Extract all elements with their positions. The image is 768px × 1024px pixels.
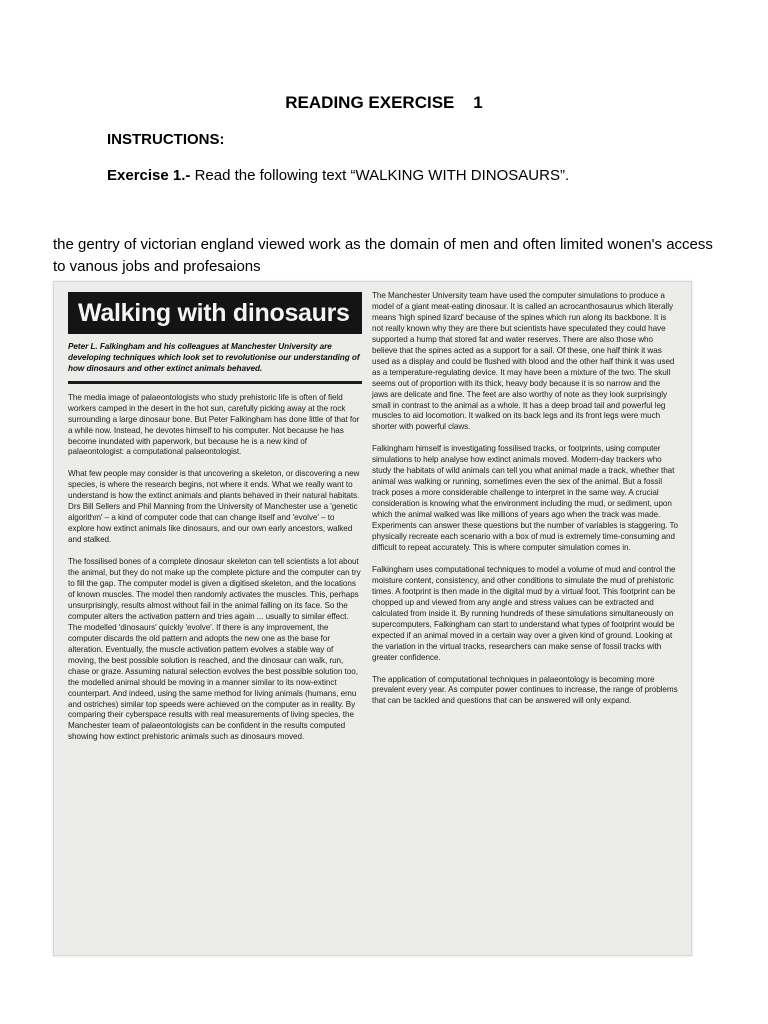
article-lead: Peter L. Falkingham and his colleagues at Manchester University are developing techniques which look set to revolutionise our understanding of how dinosaurs and other extinct animals behaved. xyxy=(68,342,360,373)
exercise-text: Read the following text “WALKING WITH DINOSAURS”. xyxy=(190,167,570,184)
article-title: Walking with dinosaurs xyxy=(68,292,362,334)
instructions-heading: INSTRUCTIONS: xyxy=(107,131,225,148)
article-paragraph: Falkingham himself is investigating fossilised tracks, or footprints, using computer simulations to help analyse how extinct animals moved. Modern-day trackers who study the habitats of wild animals can tell you what animal made a track, whether that animal was walking or running, sometimes even the sex of the animal. But a fossil track poses a more considerable challenge to interpret in the same way. A crucial consideration is knowing what the environment including the mud, or sediment, upon which the animal walked was like millions of years ago when the track was made. Experiments can answer these questions but the number of variables is staggering. To physically recreate each scenario with a box of mud is extremely time-consuming and difficult to repeat accurately. This is where computer simulation comes in. xyxy=(372,444,678,552)
exercise-label: Exercise 1.- xyxy=(107,167,191,184)
exercise-line xyxy=(107,167,569,184)
article-paragraph: What few people may consider is that uncovering a skeleton, or discovering a new species, is where the research begins, not where it ends. What we really want to understand is how the extinct animals and plants behaved in their natural habitats. Drs Bill Sellers and Phil Manning from the University of Manchester use a 'genetic algorithm' – a kind of computer code that can change itself and 'evolve' – to explore how extinct animals like dinosaurs, and our own early ancestors, walked and stalked. xyxy=(68,469,360,545)
article-paragraph: Falkingham uses computational techniques to model a volume of mud and control the moisture content, consistency, and other conditions to simulate the mud of prehistoric times. A footprint is then made in the digital mud by a virtual foot. This footprint can be chopped up and viewed from any angle and stress values can be extracted and calculated from inside it. By running hundreds of these simulations simultaneously on supercomputers, Falkingham can start to understand what types of footprint would be expected if an animal moved in a certain way over a given kind of ground. Looking at the variation in the virtual tracks, researchers can make sense of fossil tracks with greater confidence. xyxy=(372,564,676,662)
article-paragraph: The fossilised bones of a complete dinosaur skeleton can tell scientists a lot about the animal, but they do not make up the complete picture and the computer can try to fill the gap. The computer model is given a digitised skeleton, and the locations of known muscles. The model then randomly activates the muscles. This, perhaps unsurprisingly, results almost without fail in the animal falling on its face. So the computer alters the activation pattern and tries again ... usually to similar effect. The modelled 'dinosaurs' quickly 'evolve'. If there is any improvement, the computer discards the old pattern and adopts the new one as the base for alteration. Eventually, the muscle activation pattern evolves a stable way of moving, the best possible solution is reached, and the dinosaur can walk, run, chase or graze. Assuming natural selection evolves the best possible solution too, the modelled animal should be moving in a manner similar to its now-extinct counterpart. And indeed, using the same method for living animals (humans, emu and ostriches) similar top speeds were achieved on the computer as in reality. By comparing their cyberspace results with real measurements of living species, the Manchester team of palaeontologists can be confident in the results computed showing how extinct prehistoric animals such as dinosaurs moved. xyxy=(68,557,361,742)
article-paragraph: The Manchester University team have used the computer simulations to produce a model of a giant meat-eating dinosaur. It is called an acrocanthosaurus which literally means 'high spined lizard' because of the spines which run along its backbone. It is not really known why they are there but scientists have speculated they could have supported a hump that stored fat and water reserves. There are also those who believe that the spines acted as a support for a sail. Of these, one half think it was used as a display and could be flushed with blood and the other half think it was used as a temperature-regulating device. It may have been a mixture of the two. The skull seems out of proportion with its thick, heavy body because it is so narrow and the jaws are delicate and fine. The feet are also worthy of note as they look surprisingly small in contrast to the animal as a whole. It has a deep broad tail and powerful leg muscles to aid locomotion. It walked on its back legs and its front legs were much shorter with powerful claws. xyxy=(372,291,675,432)
divider xyxy=(68,381,362,384)
article-left-column xyxy=(68,282,362,754)
handwritten-note-text: the gentry of victorian england viewed work as the domain of men and often limited wonen's access to vanous jobs and profesaions xyxy=(53,236,713,275)
scanned-article xyxy=(53,281,692,956)
article-paragraph: The media image of palaeontologists who study prehistoric life is often of field workers camped in the desert in the hot sun, carefully picking away at the rock surrounding a large dinosaur bone. But Peter Falkingham has done little of that for a while now. Instead, he devotes himself to his computer. Not because he has become inundated with paperwork, but because he is a new kind of palaeontologist: a computational palaeontologist. xyxy=(68,392,360,457)
page-title: READING EXERCISE 1 xyxy=(285,93,483,112)
article-paragraph: The application of computational techniques in palaeontology is becoming more prevalent every year. As computer power continues to increase, the range of problems that can be tackled and questions that can be answered will only expand. xyxy=(372,674,678,706)
article-right-column xyxy=(372,282,678,718)
